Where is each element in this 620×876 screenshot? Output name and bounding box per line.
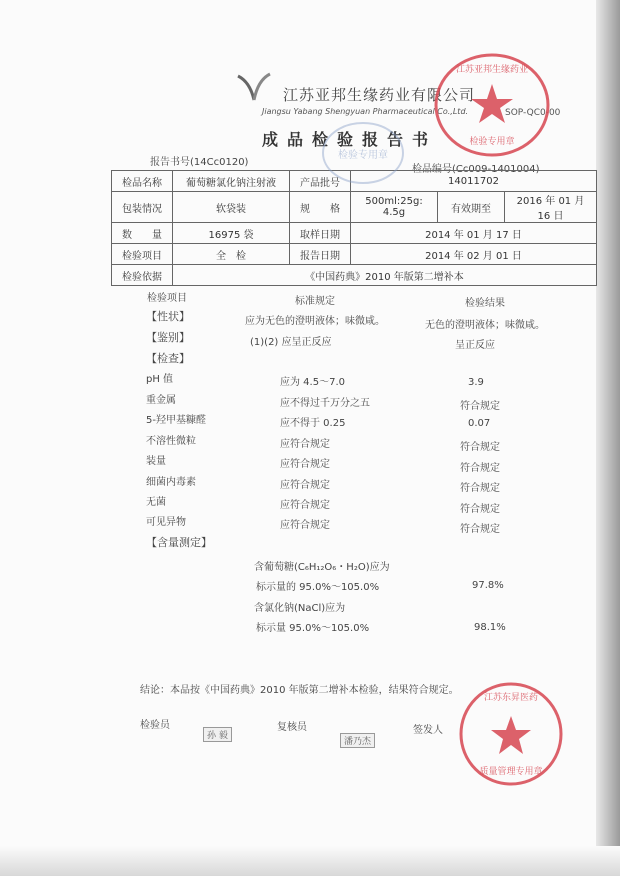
check-result: 符合规定 xyxy=(460,483,500,494)
check-name: 5-羟甲基糠醛 xyxy=(146,415,206,426)
document-code: SOP-QC0-00 xyxy=(505,108,561,118)
svg-text:检验专用章: 检验专用章 xyxy=(469,137,515,147)
check-name: 无菌 xyxy=(146,497,166,508)
spec-value: 500ml:25g: 4.5g xyxy=(351,192,438,223)
check-standard: 应不得过千万分之五 xyxy=(280,398,370,409)
check-standard: 应符合规定 xyxy=(280,520,330,531)
check-standard: 应不得于 0.25 xyxy=(280,418,346,429)
check-result: 符合规定 xyxy=(460,401,500,412)
quantity-label: 数 量 xyxy=(112,223,173,244)
product-name-label: 检品名称 xyxy=(112,171,173,192)
packaging-label: 包装情况 xyxy=(112,192,173,223)
check-name: 装量 xyxy=(146,456,166,467)
check-name: 可见异物 xyxy=(146,517,186,528)
check-result: 3.9 xyxy=(468,377,484,388)
report-number: 报告书号(14Cc0120) xyxy=(150,157,249,168)
assay-glucose-result: 97.8% xyxy=(472,580,504,591)
spec-label: 规 格 xyxy=(290,192,351,223)
reviewer-label: 复核员 xyxy=(277,722,307,733)
company-name: 江苏亚邦生缘药业有限公司 xyxy=(283,86,476,104)
check-standard: 应符合规定 xyxy=(280,480,330,491)
results-header-result: 检验结果 xyxy=(465,298,505,309)
table-row xyxy=(112,192,597,223)
results-header-standard: 标准规定 xyxy=(295,296,335,307)
assay-glucose-range: 标示量的 95.0%～105.0% xyxy=(256,582,380,593)
check-standard: 应符合规定 xyxy=(280,439,330,450)
assay-nacl-standard: 含氯化钠(NaCl)应为 xyxy=(254,603,346,614)
item-value: 全 检 xyxy=(173,244,290,265)
svg-text:检验专用章: 检验专用章 xyxy=(338,150,388,161)
signer-label: 签发人 xyxy=(413,725,443,736)
conclusion-text: 结论：本品按《中国药典》2010 年版第二增补本检验，结果符合规定。 xyxy=(140,685,459,696)
check-name: pH 值 xyxy=(146,374,174,385)
quantity-value: 16975 袋 xyxy=(173,223,290,244)
company-logo-icon xyxy=(234,70,274,104)
report-title: 成品检验报告书 xyxy=(262,130,438,149)
section-identification: 【鉴别】 xyxy=(146,331,190,344)
check-name: 重金属 xyxy=(146,395,176,406)
results-header-item: 检验项目 xyxy=(147,293,187,304)
inspector-label: 检验员 xyxy=(140,720,170,731)
svg-text:质量管理专用章: 质量管理专用章 xyxy=(479,767,543,777)
svg-text:江苏亚邦生缘药业: 江苏亚邦生缘药业 xyxy=(455,65,529,75)
check-result: 符合规定 xyxy=(460,524,500,535)
qc-seal-top xyxy=(430,50,554,160)
batch-label: 产品批号 xyxy=(290,171,351,192)
quality-seal-bottom xyxy=(455,678,567,790)
check-standard: 应为 4.5～7.0 xyxy=(280,377,345,388)
sampling-date-label: 取样日期 xyxy=(290,223,351,244)
basis-label: 检验依据 xyxy=(112,265,173,286)
sampling-date-value: 2014 年 01 月 17 日 xyxy=(351,223,597,244)
assay-glucose-standard: 含葡萄糖(C₆H₁₂O₆・H₂O)应为 xyxy=(254,562,390,573)
packaging-value: 软袋装 xyxy=(173,192,290,223)
table-row xyxy=(112,223,597,244)
assay-nacl-result: 98.1% xyxy=(474,622,506,633)
inspection-number: 检品编号(Cc009-1401004) xyxy=(412,164,540,175)
section-properties: 【性状】 xyxy=(146,310,190,323)
svg-text:江苏东昇医药: 江苏东昇医药 xyxy=(483,693,539,703)
table-row xyxy=(112,244,597,265)
basis-value: 《中国药典》2010 年版第二增补本 xyxy=(173,265,597,286)
scan-edge-bottom xyxy=(0,846,620,876)
product-name-value: 葡萄糖氯化钠注射液 xyxy=(173,171,290,192)
check-name: 细菌内毒素 xyxy=(146,477,196,488)
properties-result: 无色的澄明液体；味微咸。 xyxy=(425,320,545,331)
check-result: 符合规定 xyxy=(460,504,500,515)
section-checks: 【检查】 xyxy=(146,352,190,365)
scan-edge-right xyxy=(596,0,620,876)
inspection-seal-faint xyxy=(318,118,408,188)
check-result: 0.07 xyxy=(468,418,491,429)
company-name-en: Jiangsu Yabang Shengyuan Pharmaceutical Co.,Ltd. xyxy=(262,107,469,116)
expiry-label: 有效期至 xyxy=(438,192,505,223)
check-standard: 应符合规定 xyxy=(280,500,330,511)
check-result: 符合规定 xyxy=(460,442,500,453)
check-standard: 应符合规定 xyxy=(280,459,330,470)
table-row xyxy=(112,265,597,286)
section-assay: 【含量测定】 xyxy=(146,536,212,549)
batch-value: 14011702 xyxy=(351,171,597,192)
identification-result: 呈正反应 xyxy=(455,340,495,351)
properties-standard: 应为无色的澄明液体；味微咸。 xyxy=(245,316,385,327)
check-result: 符合规定 xyxy=(460,463,500,474)
reviewer-signature: 潘乃杰 xyxy=(340,733,375,748)
identification-standard: (1)(2) 应呈正反应 xyxy=(250,337,332,348)
assay-nacl-range: 标示量 95.0%～105.0% xyxy=(256,623,370,634)
item-label: 检验项目 xyxy=(112,244,173,265)
check-name: 不溶性微粒 xyxy=(146,436,196,447)
report-date-label: 报告日期 xyxy=(290,244,351,265)
inspector-signature: 孙 毅 xyxy=(203,727,232,742)
report-date-value: 2014 年 02 月 01 日 xyxy=(351,244,597,265)
expiry-value: 2016 年 01 月 16 日 xyxy=(505,192,597,223)
